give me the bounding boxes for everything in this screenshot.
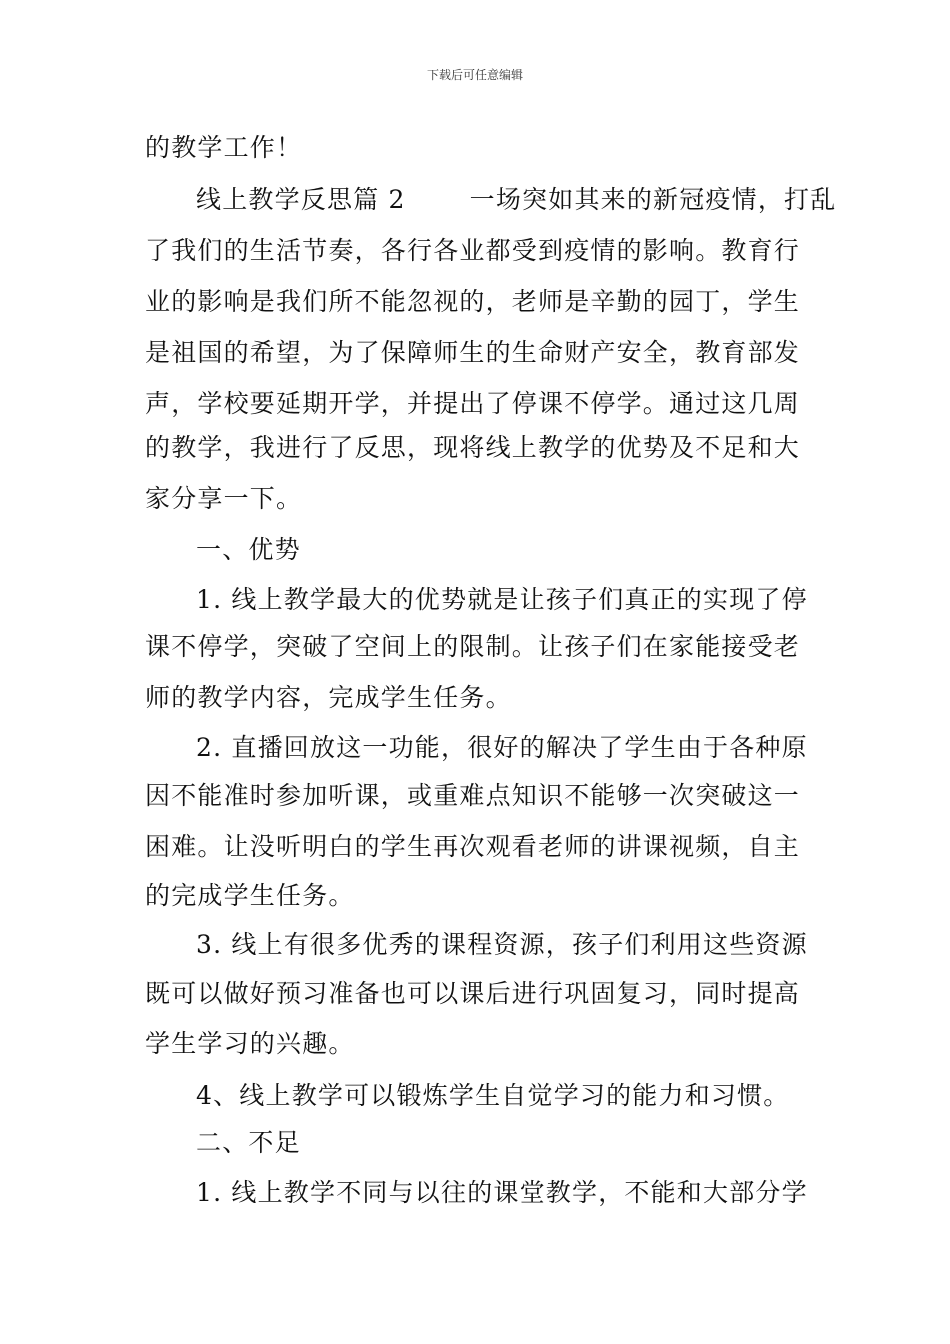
- text-line: 课不停学，突破了空间上的限制。让孩子们在家能接受老: [145, 632, 801, 661]
- section-heading: 一、优势: [196, 535, 301, 564]
- text-line: 家分享一下。: [145, 484, 303, 513]
- text-line: [196, 185, 836, 215]
- paragraph-start: 一场突如其来的新冠疫情，打乱: [469, 185, 837, 214]
- page-header: 下载后可任意编辑: [426, 68, 523, 82]
- text-line: 2. 直播回放这一功能，很好的解决了学生由于各种原: [196, 733, 808, 762]
- text-line: 声，学校要延期开学，并提出了停课不停学。通过这几周: [145, 389, 801, 418]
- text-line: 了我们的生活节奏，各行各业都受到疫情的影响。教育行: [145, 236, 801, 265]
- text-line: 学生学习的兴趣。: [145, 1029, 355, 1058]
- text-line: 1. 线上教学最大的优势就是让孩子们真正的实现了停: [196, 585, 808, 614]
- section-title: 线上教学反思篇 2: [196, 185, 406, 214]
- text-line: 1. 线上教学不同与以往的课堂教学，不能和大部分学: [196, 1178, 808, 1207]
- text-line: 是祖国的希望，为了保障师生的生命财产安全，教育部发: [145, 338, 801, 367]
- text-line: 的完成学生任务。: [145, 881, 355, 910]
- text-line: 因不能准时参加听课，或重难点知识不能够一次突破这一: [145, 781, 801, 810]
- text-line: 3. 线上有很多优秀的课程资源，孩子们利用这些资源: [196, 930, 808, 959]
- text-line: 4、线上教学可以锻炼学生自觉学习的能力和习惯。: [196, 1081, 790, 1110]
- text-line: 业的影响是我们所不能忽视的，老师是辛勤的园丁，学生: [145, 287, 801, 316]
- text-line: 的教学，我进行了反思，现将线上教学的优势及不足和大: [145, 433, 801, 462]
- text-line: 师的教学内容，完成学生任务。: [145, 683, 512, 712]
- text-line: 困难。让没听明白的学生再次观看老师的讲课视频，自主: [145, 832, 801, 861]
- text-line: 的教学工作！: [145, 133, 303, 162]
- text-line: 既可以做好预习准备也可以课后进行巩固复习，同时提高: [145, 979, 801, 1008]
- section-heading: 二、不足: [196, 1128, 301, 1157]
